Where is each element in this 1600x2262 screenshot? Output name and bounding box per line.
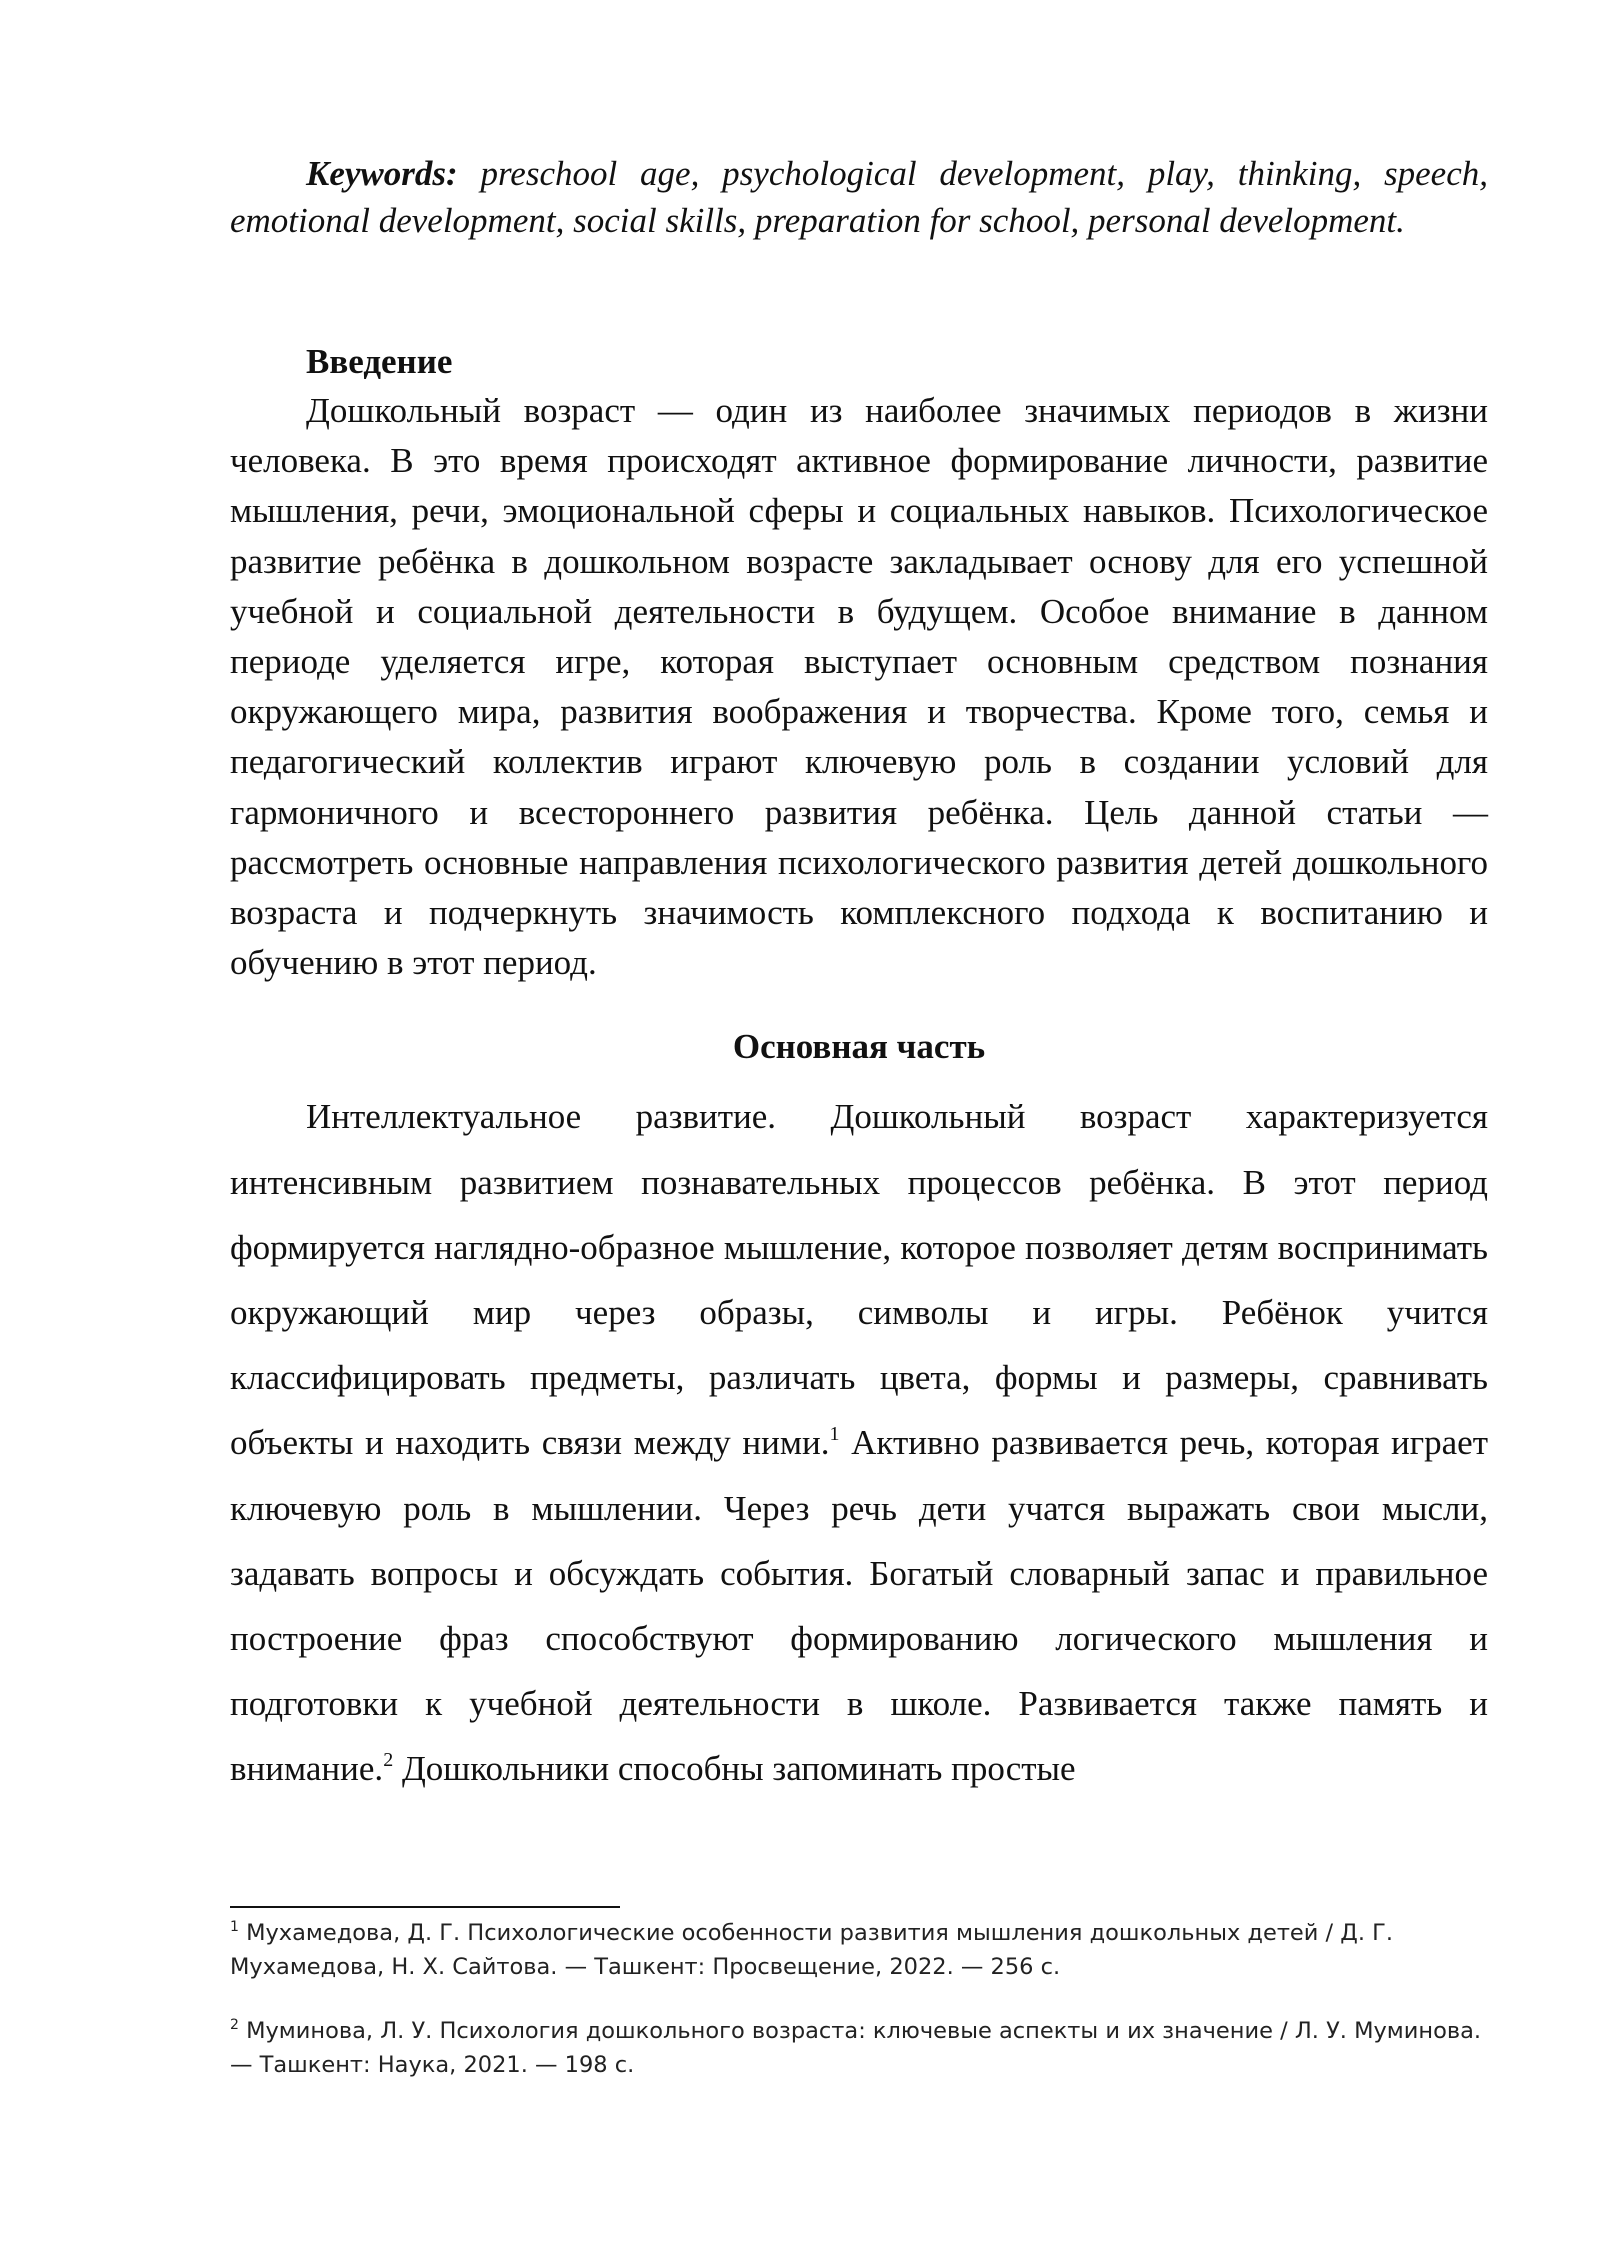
main-paragraph: [230, 1084, 1488, 1801]
footnote-separator: [230, 1906, 620, 1908]
main-text-2: Активно развивается речь, которая играет ключевую роль в мышлении. Через речь дети учатся выражать свои мысли, задавать вопросы и обсуждать события. Богатый словарный запас и правильное построение фраз способствуют формированию логического мышления и подготовки к учебной деятельности в школе. Развивается также память и внимание.: [230, 1423, 1489, 1789]
main-text-3: Дошкольники способны запоминать простые: [393, 1749, 1076, 1789]
footnote-1: [230, 1916, 1488, 1984]
keywords-text: preschool age, psychological development, play, thinking, speech, emotional development, social skills, preparation for school, personal development.: [230, 154, 1488, 240]
main-part-heading: Основная часть: [732, 1027, 986, 1067]
keywords-paragraph: [230, 150, 1488, 244]
footnote-ref-2[interactable]: 2: [383, 1749, 394, 1772]
footnotes: [230, 1916, 1488, 2112]
footnote-2: [230, 2014, 1488, 2082]
intro-paragraph: Дошкольный возраст — один из наиболее значимых периодов в жизни человека. В это время происходят активное формирование личности, развитие мышления, речи, эмоциональной сферы и социальных навыков. Психологическое развитие ребёнка в дошкольном возрасте закладывает основу для его успешной учебной и социальной деятельности в будущем. Особое внимание в данном периоде уделяется игре, которая выступает основным средством познания окружающего мира, развития воображения и творчества. Кроме того, семья и педагогический коллектив играют ключевую роль в создании условий для гармоничного и всестороннего развития ребёнка. Цель данной статьи — рассмотреть основные направления психологического развития детей дошкольного возраста и подчеркнуть значимость комплексного подхода к воспитанию и обучению в этот период.: [230, 391, 1488, 983]
footnote-number-2: 2: [230, 2017, 239, 2033]
keywords-label: Keywords:: [306, 154, 458, 193]
footnote-ref-1[interactable]: 1: [829, 1423, 840, 1446]
page-content: [230, 150, 1488, 1802]
footnote-text-1: Мухамедова, Д. Г. Психологические особенности развития мышления дошкольных детей / Д. Г. Мухамедова, Н. Х. Сайтова. — Ташкент: Просвещение, 2022. — 256 с.: [230, 1920, 1394, 1980]
footnote-number-1: 1: [230, 1919, 239, 1935]
footnote-text-2: Муминова, Л. У. Психология дошкольного возраста: ключевые аспекты и их значение / Л. У. Муминова. — Ташкент: Наука, 2021. — 198 с.: [230, 2018, 1482, 2078]
intro-heading: Введение: [306, 342, 453, 381]
main-text-1: Интеллектуальное развитие. Дошкольный возраст характеризуется интенсивным развитием познавательных процессов ребёнка. В этот период формируется наглядно-образное мышление, которое позволяет детям воспринимать окружающий мир через образы, символы и игры. Ребёнок учится классифицировать предметы, различать цвета, формы и размеры, сравнивать объекты и находить связи между ними.: [230, 1097, 1488, 1463]
